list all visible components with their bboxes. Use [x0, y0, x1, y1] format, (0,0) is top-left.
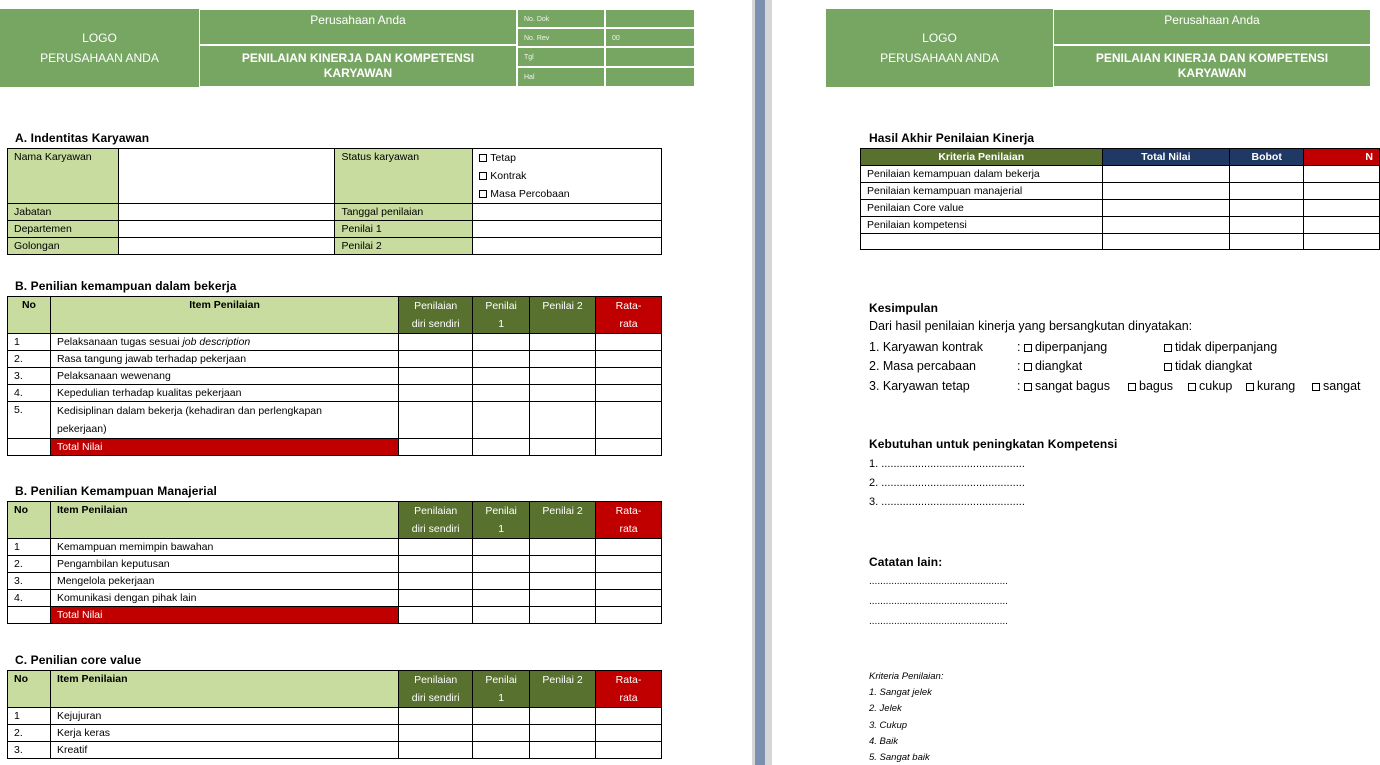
table-row: [8, 385, 662, 402]
cell-score[interactable]: [473, 742, 530, 759]
row-no: 3.: [8, 368, 51, 385]
company-title: Perusahaan Anda: [310, 13, 406, 27]
col-bobot: Bobot: [1230, 149, 1304, 166]
company-name: PERUSAHAAN ANDA: [880, 51, 999, 65]
col-penilai2: Penilai 2: [530, 502, 596, 539]
cell-score[interactable]: [399, 573, 473, 590]
cell-score[interactable]: [473, 556, 530, 573]
cell-score[interactable]: [473, 607, 530, 624]
row-no: 3.: [8, 573, 51, 590]
cell-score[interactable]: [530, 385, 596, 402]
row-item: Pelaksanaan wewenang: [50, 368, 398, 385]
checkbox-icon: [1188, 383, 1196, 391]
col-no: No: [8, 297, 51, 334]
row-item: Penilaian kemampuan dalam bekerja: [861, 166, 1103, 183]
col-average: Rata- rata: [596, 671, 662, 708]
logo-box: [0, 9, 199, 87]
cell-score[interactable]: [473, 590, 530, 607]
checkbox-icon: [479, 172, 487, 180]
col-self: Penilaian diri sendiri: [399, 297, 473, 334]
cell-score[interactable]: [596, 402, 662, 439]
kesimpulan-intro: Dari hasil penilaian kinerja yang bersangkutan dinyatakan:: [869, 319, 1193, 333]
status-option[interactable]: Masa Percobaan: [479, 185, 655, 203]
label-tanggal: Tanggal penilaian: [335, 204, 473, 221]
input-penilai2[interactable]: [473, 238, 662, 255]
checkbox-icon: [1246, 383, 1254, 391]
status-options: [473, 149, 662, 204]
row-no: 2.: [8, 351, 51, 368]
cell-score[interactable]: [399, 368, 473, 385]
cell-score[interactable]: [596, 334, 662, 351]
cell-score[interactable]: [1304, 183, 1380, 200]
catatan-line[interactable]: ..................................................: [869, 616, 1008, 627]
doc-title: PENILAIAN KINERJA DAN KOMPETENSI KARYAWAN: [1095, 51, 1329, 80]
doc-title-box: [1053, 45, 1371, 87]
cell-score[interactable]: [473, 351, 530, 368]
label-penilai1: Penilai 1: [335, 221, 473, 238]
company-name: PERUSAHAAN ANDA: [40, 51, 159, 65]
cell-score[interactable]: [473, 368, 530, 385]
cell-score[interactable]: [473, 708, 530, 725]
cell-score[interactable]: [530, 590, 596, 607]
kriteria-title: Kriteria Penilaian:: [869, 671, 944, 682]
cell-score[interactable]: [399, 402, 473, 439]
checkbox-icon: [479, 154, 487, 162]
checkbox-icon: [1164, 344, 1172, 352]
page-gap: [752, 0, 772, 765]
row-item: Kepedulian terhadap kualitas pekerjaan: [50, 385, 398, 402]
status-option[interactable]: Kontrak: [479, 167, 655, 185]
cell-score[interactable]: [530, 607, 596, 624]
total-row: [8, 607, 662, 624]
managerial-table: [7, 501, 662, 624]
field-value: [605, 47, 695, 67]
checkbox-icon: [1164, 363, 1172, 371]
cell-score[interactable]: [530, 742, 596, 759]
section-a-title: A. Indentitas Karyawan: [15, 131, 150, 145]
row-item: Penilaian kompetensi: [861, 217, 1103, 234]
cell-score[interactable]: [1304, 166, 1380, 183]
total-blank: [8, 439, 51, 456]
row-no: 1: [8, 539, 51, 556]
cell-score[interactable]: [596, 351, 662, 368]
kesimpulan-line2-label: 2. Masa percabaan: [869, 359, 977, 373]
cell-score[interactable]: [399, 439, 473, 456]
row-item: Kreatif: [50, 742, 398, 759]
cell-score[interactable]: [399, 351, 473, 368]
row-item: Penilaian kemampuan manajerial: [861, 183, 1103, 200]
kesimpulan-line1-label: 1. Karyawan kontrak: [869, 340, 983, 354]
table-row: [8, 351, 662, 368]
field-label: No. Rev: [517, 28, 605, 47]
row-no: 5.: [8, 402, 51, 439]
table-row: [8, 573, 662, 590]
label-golongan: Golongan: [8, 238, 119, 255]
field-value: [605, 9, 695, 28]
option-sangat-bagus[interactable]: : sangat bagus: [1017, 379, 1111, 393]
row-no: 4.: [8, 590, 51, 607]
table-row: [8, 742, 662, 759]
field-value: 00: [605, 28, 695, 47]
row-item[interactable]: [861, 234, 1103, 250]
kebutuhan-line[interactable]: 3. ...............................................: [869, 496, 1025, 508]
row-no: 1: [8, 708, 51, 725]
hasil-table: [860, 148, 1380, 250]
cell-score[interactable]: [596, 556, 662, 573]
row-item: Pengambilan keputusan: [50, 556, 398, 573]
option-kurang[interactable]: kurang: [1246, 379, 1295, 393]
table-row: [861, 183, 1380, 200]
option-sangat[interactable]: sangat: [1312, 379, 1361, 393]
col-self: Penilaian diri sendiri: [399, 671, 473, 708]
cell-score[interactable]: [399, 334, 473, 351]
cell-score[interactable]: [399, 539, 473, 556]
col-no: No: [8, 671, 51, 708]
kesimpulan-line3-label: 3. Karyawan tetap: [869, 379, 970, 393]
kriteria-item: 3. Cukup: [869, 720, 908, 731]
total-label: Total Nilai: [50, 607, 398, 624]
cell-score[interactable]: [473, 334, 530, 351]
checkbox-icon: [1024, 344, 1032, 352]
logo-text: LOGO: [82, 31, 117, 45]
cell-score[interactable]: [399, 590, 473, 607]
table-row: [8, 556, 662, 573]
cell-score[interactable]: [596, 368, 662, 385]
hasil-title: Hasil Akhir Penilaian Kinerja: [869, 131, 1035, 145]
option-tidak-diperpanjang[interactable]: tidak diperpanjang: [1164, 340, 1277, 354]
label-nama: Nama Karyawan: [8, 149, 119, 204]
table-row: [8, 539, 662, 556]
table-row: [861, 200, 1380, 217]
cell-score[interactable]: [1304, 234, 1380, 250]
cell-score[interactable]: [530, 402, 596, 439]
cell-score[interactable]: [1102, 183, 1230, 200]
cell-score[interactable]: [399, 385, 473, 402]
table-row: [8, 590, 662, 607]
company-title-box: [199, 9, 517, 45]
col-self: Penilaian diri sendiri: [399, 502, 473, 539]
input-nama[interactable]: [118, 149, 335, 204]
status-option[interactable]: Tetap: [479, 149, 655, 167]
cell-score[interactable]: [530, 556, 596, 573]
checkbox-icon: [479, 190, 487, 198]
cell-score[interactable]: [596, 590, 662, 607]
col-average: Rata- rata: [596, 502, 662, 539]
cell-score[interactable]: [1230, 217, 1304, 234]
cell-score[interactable]: [473, 439, 530, 456]
cell-score[interactable]: [596, 539, 662, 556]
option-tidak-diangkat[interactable]: tidak diangkat: [1164, 359, 1252, 373]
table-row: [8, 334, 662, 351]
col-nilai: N: [1304, 149, 1380, 166]
section-b1-title: B. Penilian kemampuan dalam bekerja: [15, 279, 237, 293]
total-label: Total Nilai: [50, 439, 398, 456]
row-item: Kejujuran: [50, 708, 398, 725]
logo-box: [826, 9, 1053, 87]
catatan-title: Catatan lain:: [869, 555, 943, 569]
table-row: [861, 217, 1380, 234]
cell-score[interactable]: [530, 725, 596, 742]
cell-score[interactable]: [596, 573, 662, 590]
company-title-box: [1053, 9, 1371, 45]
total-row: [8, 439, 662, 456]
option-bagus[interactable]: bagus: [1128, 379, 1173, 393]
cell-score[interactable]: [596, 708, 662, 725]
option-diperpanjang[interactable]: : diperpanjang: [1017, 340, 1108, 354]
cell-score[interactable]: [1102, 200, 1230, 217]
cell-score[interactable]: [1102, 166, 1230, 183]
table-row: [8, 725, 662, 742]
checkbox-icon: [1024, 383, 1032, 391]
checkbox-icon: [1128, 383, 1136, 391]
cell-score[interactable]: [530, 368, 596, 385]
kriteria-item: 4. Baik: [869, 736, 899, 747]
row-item: Mengelola pekerjaan: [50, 573, 398, 590]
cell-score[interactable]: [399, 725, 473, 742]
field-label: No. Dok: [517, 9, 605, 28]
cell-score[interactable]: [596, 725, 662, 742]
row-item: Penilaian Core value: [861, 200, 1103, 217]
cell-score[interactable]: [530, 351, 596, 368]
cell-score[interactable]: [1304, 200, 1380, 217]
cell-score[interactable]: [399, 742, 473, 759]
cell-score[interactable]: [399, 556, 473, 573]
cell-score[interactable]: [473, 402, 530, 439]
row-item: Kerja keras: [50, 725, 398, 742]
row-item: Pelaksanaan tugas sesuai job description: [50, 334, 398, 351]
cell-score[interactable]: [1304, 217, 1380, 234]
row-no: 3.: [8, 742, 51, 759]
col-no: No: [8, 502, 51, 539]
cell-score[interactable]: [473, 573, 530, 590]
kebutuhan-title: Kebutuhan untuk peningkatan Kompetensi: [869, 437, 1118, 451]
page-right: [772, 0, 1373, 765]
logo-text: LOGO: [922, 31, 957, 45]
label-penilai2: Penilai 2: [335, 238, 473, 255]
total-blank: [8, 607, 51, 624]
cell-score[interactable]: [473, 725, 530, 742]
col-total: Total Nilai: [1102, 149, 1230, 166]
row-item: Komunikasi dengan pihak lain: [50, 590, 398, 607]
identity-table: [7, 148, 662, 255]
cell-score[interactable]: [530, 439, 596, 456]
cell-score[interactable]: [596, 385, 662, 402]
option-cukup[interactable]: cukup: [1188, 379, 1232, 393]
cell-score[interactable]: [1230, 166, 1304, 183]
row-item: Rasa tangung jawab terhadap pekerjaan: [50, 351, 398, 368]
kriteria-item: 5. Sangat baik: [869, 752, 930, 763]
row-no: 1: [8, 334, 51, 351]
section-b2-title: B. Penilian Kemampuan Manajerial: [15, 484, 217, 498]
cell-score[interactable]: [1230, 234, 1304, 250]
core-value-table: [7, 670, 662, 759]
row-item: Kemampuan memimpin bawahan: [50, 539, 398, 556]
option-diangkat[interactable]: : diangkat: [1017, 359, 1083, 373]
section-c-title: C. Penilian core value: [15, 653, 142, 667]
cell-score[interactable]: [473, 385, 530, 402]
col-penilai1: Penilai 1: [473, 502, 530, 539]
table-row: [8, 708, 662, 725]
cell-score[interactable]: [473, 539, 530, 556]
input-golongan[interactable]: [118, 238, 335, 255]
kesimpulan-title: Kesimpulan: [869, 301, 939, 315]
cell-score[interactable]: [530, 573, 596, 590]
checkbox-icon: [1312, 383, 1320, 391]
cell-score[interactable]: [530, 539, 596, 556]
table-row: [8, 402, 662, 439]
kriteria-item: 1. Sangat jelek: [869, 687, 932, 698]
col-item: Item Penilaian: [50, 297, 398, 334]
field-label: Hal: [517, 67, 605, 87]
field-label: Tgl: [517, 47, 605, 67]
field-value: [605, 67, 695, 87]
col-penilai1: Penilai 1: [473, 297, 530, 334]
catatan-line[interactable]: ..................................................: [869, 596, 1008, 607]
col-item: Item Penilaian: [50, 502, 398, 539]
cell-score[interactable]: [1230, 200, 1304, 217]
catatan-line[interactable]: ..................................................: [869, 576, 1008, 587]
table-row: [8, 368, 662, 385]
col-penilai2: Penilai 2: [530, 297, 596, 334]
cell-score[interactable]: [1102, 217, 1230, 234]
company-title: Perusahaan Anda: [1164, 13, 1260, 27]
input-tanggal[interactable]: [473, 204, 662, 221]
kebutuhan-line[interactable]: 2. ...............................................: [869, 477, 1025, 489]
input-departemen[interactable]: [118, 221, 335, 238]
doc-title-box: [199, 45, 517, 87]
col-kriteria: Kriteria Penilaian: [861, 149, 1103, 166]
kebutuhan-line[interactable]: 1. ...............................................: [869, 458, 1025, 470]
row-no: 2.: [8, 556, 51, 573]
work-ability-table: [7, 296, 662, 456]
table-row: [861, 166, 1380, 183]
cell-score[interactable]: [530, 334, 596, 351]
row-item: Kedisiplinan dalam bekerja (kehadiran dan perlengkapan pekerjaan): [50, 402, 398, 439]
label-jabatan: Jabatan: [8, 204, 119, 221]
label-departemen: Departemen: [8, 221, 119, 238]
cell-score[interactable]: [1102, 234, 1230, 250]
checkbox-icon: [1024, 363, 1032, 371]
cell-score[interactable]: [399, 708, 473, 725]
cell-score[interactable]: [1230, 183, 1304, 200]
doc-title: PENILAIAN KINERJA DAN KOMPETENSI KARYAWAN: [241, 51, 475, 80]
cell-score[interactable]: [596, 742, 662, 759]
row-no: 4.: [8, 385, 51, 402]
col-average: Rata- rata: [596, 297, 662, 334]
row-no: 2.: [8, 725, 51, 742]
col-penilai1: Penilai 1: [473, 671, 530, 708]
cell-score[interactable]: [596, 439, 662, 456]
col-penilai2: Penilai 2: [530, 671, 596, 708]
cell-score[interactable]: [399, 607, 473, 624]
table-row: [861, 234, 1380, 250]
input-penilai1[interactable]: [473, 221, 662, 238]
cell-score[interactable]: [596, 607, 662, 624]
label-status: Status karyawan: [335, 149, 473, 204]
kriteria-item: 2. Jelek: [869, 703, 902, 714]
cell-score[interactable]: [530, 708, 596, 725]
col-item: Item Penilaian: [50, 671, 398, 708]
input-jabatan[interactable]: [118, 204, 335, 221]
